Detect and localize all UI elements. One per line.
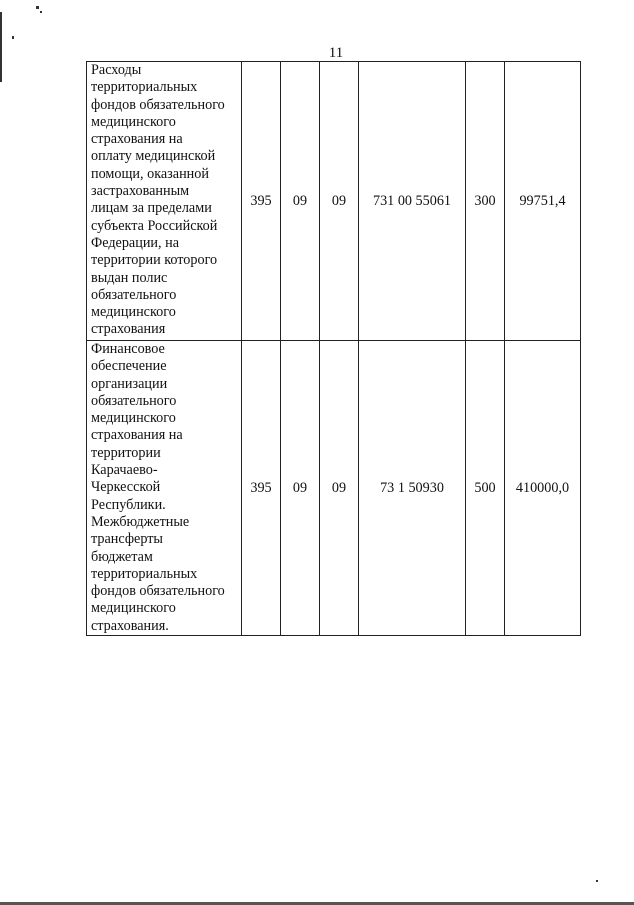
description-line: субъекта Российской [91,217,218,234]
row-description [87,341,242,636]
table-row [87,62,581,341]
description-line: медицинского [91,600,176,617]
amount-cell: 99751,4 [505,62,581,341]
description-line: помощи, оказанной [91,165,209,182]
row-description [87,62,242,341]
description-line: Федерации, на [91,234,179,251]
description-line: страхования на [91,427,183,444]
description-line: бюджетам [91,548,153,565]
scan-speck [12,36,14,39]
target-article-cell: 73 1 50930 [359,341,466,636]
description-line: страхования. [91,617,169,634]
section-code-cell: 09 [281,341,320,636]
description-line: Финансовое [91,341,165,357]
description-line: фондов обязательного [91,96,225,113]
section-code-cell: 09 [281,62,320,341]
description-line: Черкесской [91,479,161,496]
description-line: оплату медицинской [91,148,216,165]
description-line: застрахованным [91,183,190,200]
description-line: организации [91,375,168,392]
scan-speck [40,11,42,13]
description-line: Карачаево- [91,462,158,479]
description-line: медицинского [91,410,176,427]
admin-code-cell: 395 [242,341,281,636]
page-number: 11 [328,45,344,61]
description-line: страхования на [91,131,183,148]
description-line: территориальных [91,565,198,582]
description-line: страхования [91,321,166,338]
subsection-code-cell: 09 [320,62,359,341]
description-line: территориальных [91,79,198,96]
subsection-code-cell: 09 [320,341,359,636]
scan-speck [596,880,598,882]
description-line: выдан полис [91,269,168,286]
description-line: территории которого [91,252,218,269]
description-line: фондов обязательного [91,583,225,600]
expense-type-cell: 500 [466,341,505,636]
scan-speck [36,6,39,9]
budget-table [86,61,581,636]
description-line: медицинского [91,113,176,130]
description-line: территории [91,444,161,461]
description-line: обеспечение [91,358,167,375]
expense-type-cell: 300 [466,62,505,341]
description-line: обязательного [91,286,177,303]
amount-cell: 410000,0 [505,341,581,636]
description-line: Расходы [91,62,142,78]
admin-code-cell: 395 [242,62,281,341]
table-row [87,341,581,636]
description-line: трансферты [91,531,163,548]
description-line: обязательного [91,392,177,409]
scan-edge-mark [0,12,2,82]
target-article-cell: 731 00 55061 [359,62,466,341]
description-line: медицинского [91,304,176,321]
description-line: Межбюджетные [91,513,190,530]
description-line: Республики. [91,496,166,513]
description-line: лицам за пределами [91,200,212,217]
